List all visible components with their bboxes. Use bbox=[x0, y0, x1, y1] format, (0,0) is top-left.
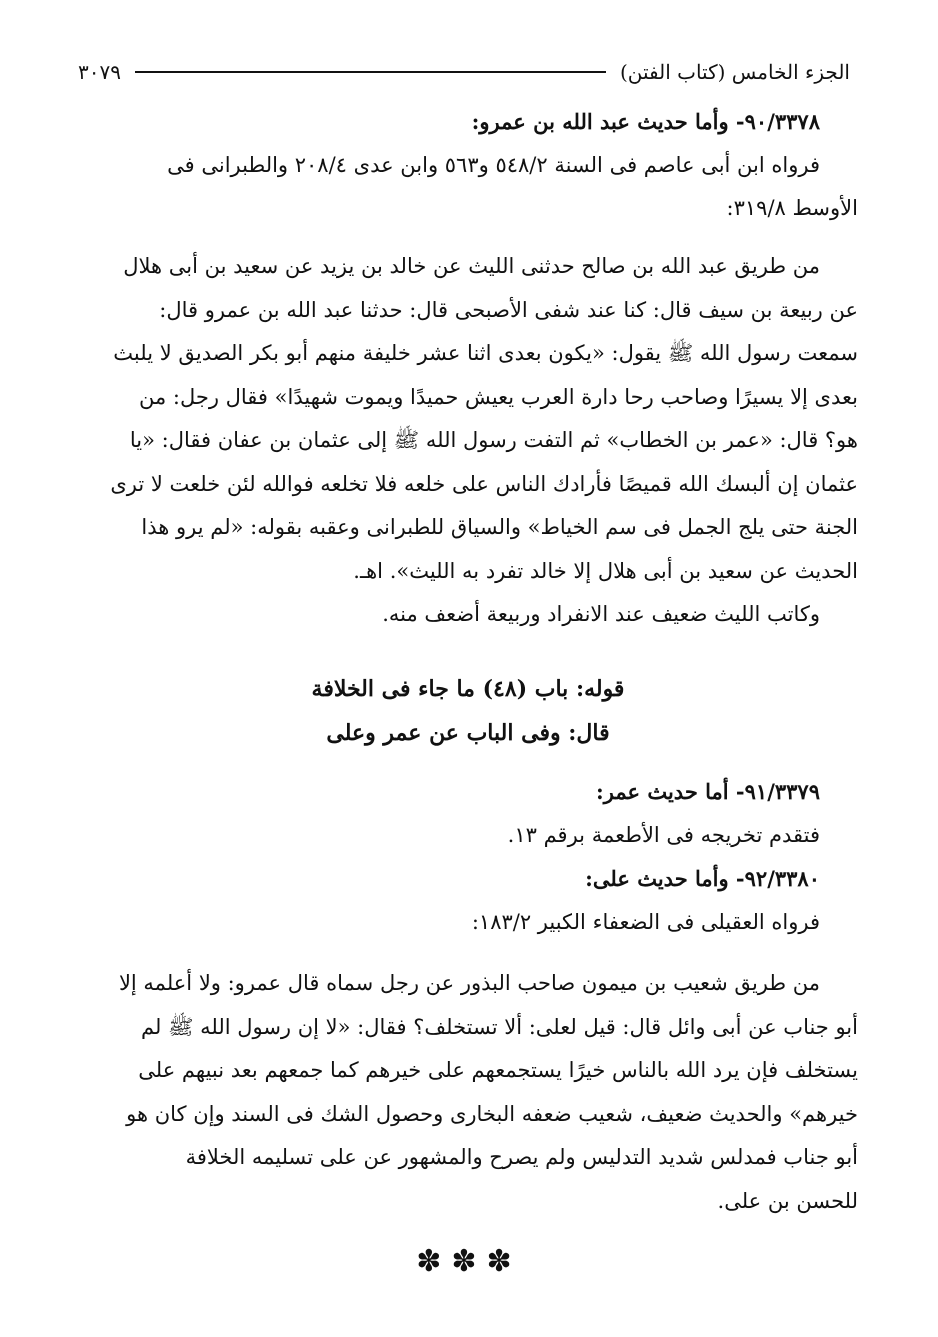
hadith-92-source: فرواه العقيلى فى الضعفاء الكبير ١٨٣/٢: bbox=[471, 909, 820, 934]
isnad-line: عثمان إن ألبسك الله قميصًا فأرادك الناس على خلعه فلا تخلعه فوالله لئن خلعت لا ترى bbox=[110, 471, 858, 496]
isnad-line: عن ربيعة بن سيف قال: كنا عند شفى الأصبحى قال: حدثنا عبد الله بن عمرو قال: bbox=[159, 297, 858, 322]
header-rule bbox=[135, 71, 606, 73]
hadith-92-heading: ٩٢/٣٣٨٠- وأما حديث على: bbox=[585, 866, 820, 891]
isnad-line: أبو جناب فمدلس شديد التدليس ولم يصرح والمشهور عن على تسليمه الخلافة bbox=[185, 1145, 858, 1169]
hadith-90-source-line: الأوسط ٣١٩/٨: bbox=[726, 196, 858, 220]
isnad-line: بعدى إلا يسيرًا وصاحب رحا دارة العرب يعيش حميدًا ويموت شهيدًا» فقال رجل: من bbox=[138, 384, 858, 409]
running-header bbox=[78, 52, 850, 92]
section-ornament: ✽✽✽ bbox=[416, 1244, 522, 1279]
hadith-92-isnad bbox=[78, 962, 858, 1223]
isnad-line: هو؟ قال: «عمر بن الخطاب» ثم التفت رسول الله ﷺ إلى عثمان بن عفان فقال: «يا bbox=[129, 428, 858, 452]
isnad-line: سمعت رسول الله ﷺ يقول: «يكون بعدى اثنا عشر خليفة منهم أبو بكر الصديق لا يلبث bbox=[113, 341, 858, 365]
isnad-line: خيرهم» والحديث ضعيف، شعيب ضعفه البخارى وحصول الشك فى السند وإن كان هو bbox=[126, 1101, 858, 1126]
chapter-subtitle: قال: وفى الباب عن عمر وعلى bbox=[326, 719, 610, 746]
isnad-line: للحسن بن على. bbox=[717, 1188, 858, 1213]
isnad-line: من طريق شعيب بن ميمون صاحب البذور عن رجل سماه قال عمرو: ولا أعلمه إلا bbox=[118, 971, 820, 995]
hadith-91-text: فتقدم تخريجه فى الأطعمة برقم ١٣. bbox=[507, 822, 820, 847]
hadith-90-source-line: فرواه ابن أبى عاصم فى السنة ٥٤٨/٢ و٥٦٣ وابن عدى ٢٠٨/٤ والطبرانى فى bbox=[167, 152, 820, 177]
hadith-90-isnad bbox=[78, 245, 858, 637]
hadith-90-section bbox=[78, 100, 858, 231]
chapter-title: قوله: باب (٤٨) ما جاء فى الخلافة bbox=[311, 676, 625, 702]
hadith-91-heading: ٩١/٣٣٧٩- أما حديث عمر: bbox=[596, 779, 820, 804]
running-title: الجزء الخامس (كتاب الفتن) bbox=[619, 60, 850, 84]
isnad-line: الحديث عن سعيد بن أبى هلال إلا خالد تفرد به الليث». اهـ. bbox=[353, 558, 858, 583]
isnad-line: وكاتب الليث ضعيف عند الانفراد وربيعة أضعف منه. bbox=[382, 602, 820, 626]
isnad-line: من طريق عبد الله بن صالح حدثنى الليث عن خالد بن يزيد عن سعيد بن أبى هلال bbox=[123, 254, 820, 278]
chapter-heading bbox=[78, 668, 858, 755]
isnad-line: يستخلف فإن يرد الله بالناس خيرًا يستجمعهم على خيرهم كما جمعهم بعد نبيهم على bbox=[138, 1058, 858, 1082]
hadith-90-heading: ٩٠/٣٣٧٨- وأما حديث عبد الله بن عمرو: bbox=[471, 109, 820, 134]
page-number: ٣٠٧٩ bbox=[78, 60, 121, 84]
isnad-line: أبو جناب عن أبى وائل قال: قيل لعلى: ألا تستخلف؟ فقال: «لا إن رسول الله ﷺ لم bbox=[141, 1014, 858, 1039]
isnad-line: الجنة حتى يلج الجمل فى سم الخياط» والسياق للطبرانى وعقبه بقوله: «لم يرو هذا bbox=[141, 515, 858, 539]
hadith-91-section bbox=[78, 770, 858, 944]
